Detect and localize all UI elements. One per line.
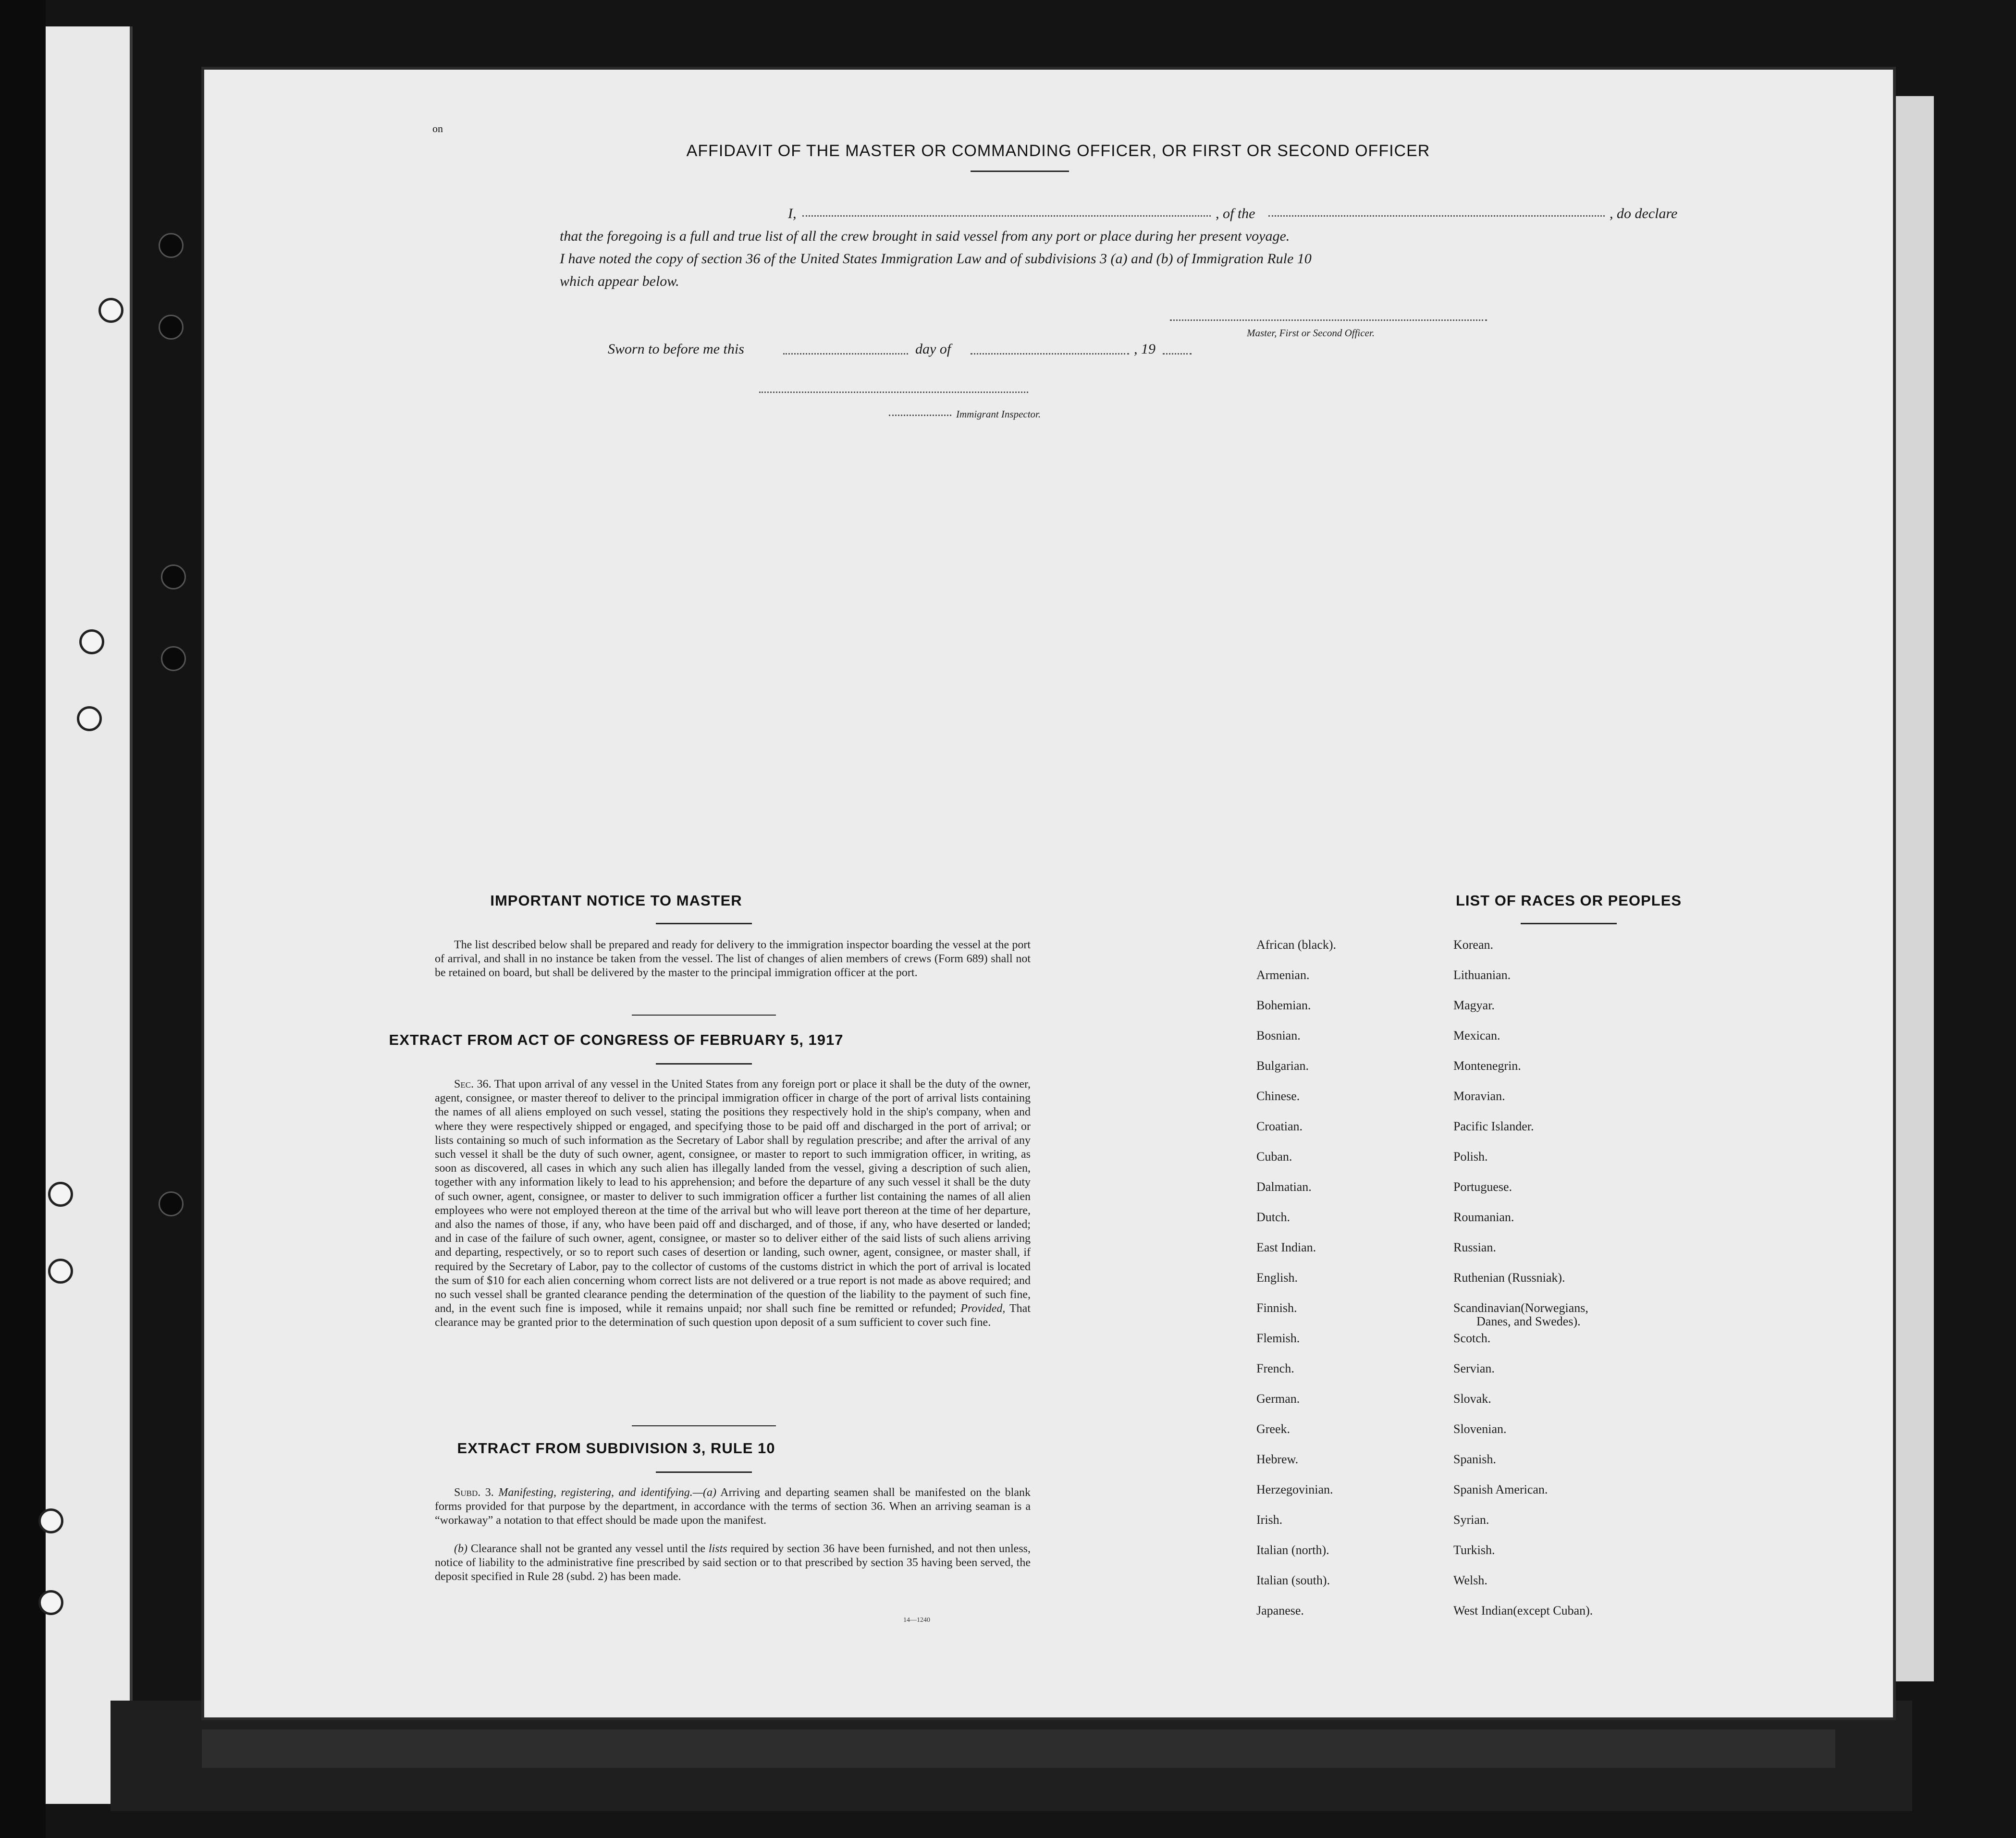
sworn-day-blank[interactable] [783,353,908,355]
rule-extract-text-b [435,1542,1031,1584]
document-page [204,70,1893,1717]
race-item: German. [1256,1392,1300,1406]
race-item: Slovak. [1453,1392,1491,1406]
race-item: Armenian. [1256,968,1310,982]
subd-label: Subd. 3. [454,1486,494,1499]
race-item: Mexican. [1453,1029,1500,1042]
title-rule [971,171,1069,172]
race-item: Spanish. [1453,1452,1496,1466]
sworn-prefix: Sworn to before me this [608,341,744,357]
race-item: Magyar. [1453,998,1495,1012]
race-item: African (black). [1256,938,1337,952]
sworn-year: , 19 [1134,341,1156,357]
punch-hole [48,1182,73,1207]
race-item: Pacific Islander. [1453,1119,1534,1133]
act-extract-end: That clearance may be granted prior to the determination of such question upon deposit of a sum sufficient to cover such fine. [435,1302,1031,1329]
affidavit-line-4: which appear below. [560,273,679,289]
affidavit-declare: , do declare [1610,206,1678,221]
race-item: Scandinavian(Norwegians, [1453,1301,1588,1315]
punch-hole [38,1590,63,1615]
binder-edge-strip [46,26,133,1804]
form-number: 14—1240 [903,1617,930,1624]
act-extract-text [435,1078,1031,1330]
race-item: Herzegovinian. [1256,1483,1333,1496]
race-item: Roumanian. [1453,1210,1514,1224]
affidavit-of-the: , of the [1216,206,1255,221]
underlying-page-bottom [202,1729,1835,1768]
race-item: East Indian. [1256,1240,1316,1254]
act-extract-title: EXTRACT FROM ACT OF CONGRESS OF FEBRUARY 5, 1917 [389,1031,844,1048]
race-item: Slovenian. [1453,1422,1507,1436]
races-right-column [1453,938,1703,1630]
scanner-background-left [0,0,46,1838]
punch-hole [161,646,186,671]
race-item: Lithuanian. [1453,968,1511,982]
punch-hole [159,315,184,340]
notice-divider [632,1015,776,1016]
race-item: Dalmatian. [1256,1180,1312,1194]
race-item: Montenegrin. [1453,1059,1521,1073]
race-item: Polish. [1453,1150,1488,1164]
provided-label: Provided, [960,1302,1006,1315]
punch-hole [161,564,186,589]
rule-text-a: Arriving and departing seamen shall be manifested on the blank forms provided for that purpose by the department, in accordance with the terms of section 36. When an arriving seaman is a “workaway” a notation to that effect should be made upon the manifest. [435,1486,1031,1527]
vessel-blank[interactable] [1268,215,1605,217]
race-item: Moravian. [1453,1089,1505,1103]
punch-hole [77,706,102,731]
lists-word: lists [708,1543,727,1555]
race-item: Irish. [1256,1513,1283,1527]
sworn-month-blank[interactable] [971,353,1129,355]
sworn-day-of: day of [915,341,951,357]
act-extract-rule [656,1063,752,1065]
race-item: Italian (north). [1256,1543,1329,1557]
rule-extract-text-a [435,1486,1031,1528]
notice-rule [656,923,752,924]
race-item: Bosnian. [1256,1029,1301,1042]
race-item: Portuguese. [1453,1180,1512,1194]
inspector-signature-line[interactable] [759,392,1028,393]
punch-hole [159,233,184,258]
affidavit-line-3: I have noted the copy of section 36 of the United States Immigration Law and of subdivisions 3 (a) and (b) of Immigration Rule 10 [560,251,1312,267]
punch-hole [79,629,104,654]
race-item: Greek. [1256,1422,1291,1436]
race-item: Syrian. [1453,1513,1489,1527]
race-item: Spanish American. [1453,1483,1548,1496]
label-b: (b) [454,1543,467,1555]
rule-text-b1: Clearance shall not be granted any vessel until the [470,1543,706,1555]
rule-extract-rule [656,1471,752,1473]
affidavit-title: AFFIDAVIT OF THE MASTER OR COMMANDING OFFICER, OR FIRST OR SECOND OFFICER [686,142,1430,160]
race-item: Ruthenian (Russniak). [1453,1271,1565,1285]
race-item: Hebrew. [1256,1452,1299,1466]
race-item: Scotch. [1453,1331,1491,1345]
race-item: Russian. [1453,1240,1496,1254]
notice-title: IMPORTANT NOTICE TO MASTER [490,892,742,909]
race-item: Flemish. [1256,1331,1300,1345]
race-item: Cuban. [1256,1150,1292,1164]
officer-signature-label: Master, First or Second Officer. [1247,327,1375,339]
notice-text: The list described below shall be prepared and ready for delivery to the immigration inspector boarding the vessel at the port of arrival, and shall in no instance be taken from the vessel. The list of changes of alien members of crews (Form 689) shall not be retained on board, but shall be delivered by the master to the principal immigration officer at the port. [435,939,1031,980]
corner-mark: on [432,123,443,135]
act-divider [632,1425,776,1426]
punch-hole [98,298,123,323]
race-item: Servian. [1453,1361,1495,1375]
race-item: Bohemian. [1256,998,1311,1012]
race-item: French. [1256,1361,1294,1375]
race-item: Italian (south). [1256,1573,1330,1587]
race-item: Dutch. [1256,1210,1291,1224]
rule-extract-title: EXTRACT FROM SUBDIVISION 3, RULE 10 [457,1440,775,1457]
inspector-label: Immigrant Inspector. [956,408,1041,420]
race-item: Korean. [1453,938,1494,952]
races-left-column [1256,938,1449,1630]
race-item: Turkish. [1453,1543,1495,1557]
race-item: English. [1256,1271,1298,1285]
subd-heading: Manifesting, registering, and identifying.—(a) [498,1486,717,1499]
race-item: Danes, and Swedes). [1476,1314,1581,1328]
sworn-year-blank[interactable] [1163,353,1192,355]
race-item: Bulgarian. [1256,1059,1309,1073]
race-item: West Indian(except Cuban). [1453,1604,1593,1617]
officer-signature-line[interactable] [1170,319,1487,321]
underlying-page-edge [1891,96,1934,1681]
race-item: Chinese. [1256,1089,1300,1103]
races-rule [1521,923,1617,924]
affidavit-line-2: that the foregoing is a full and true list of all the crew brought in said vessel from any port or place during her present voyage. [560,228,1290,244]
act-extract-body: That upon arrival of any vessel in the United States from any foreign port or place it shall be the duty of the owner, agent, consignee, or master thereof to deliver to the principal immigration officer in charge of the port of arrival lists containing the names of all aliens employed on such vessel, stating the positions they respectively hold in the ship's company, when and where they were respectively shipped or engaged, and specifying those to be paid off and discharged in the port of arrival; or lists containing so much of such information as the Secretary of Labor shall by regulation prescribe; and after the arrival of any such vessel it shall be the duty of such owner, agent, consignee, or master to report to such immigration officer, in writing, as soon as discovered, all cases in which any such alien has illegally landed from the vessel, giving a description of such alien, together with any information likely to lead to his apprehension; and before the departure of any such vessel it shall be the duty of such owner, agent, consignee, or master to deliver to such immigration officer a further list containing the names of all alien employees who were not employed thereon at the time of the arrival but who will leave port thereon at the time of her departure, and also the names of those, if any, who have been paid off and discharged, and of those, if any, who have deserted or landed; and in case of the failure of such owner, agent, consignee, or master so to deliver either of the said lists of such aliens arriving and departing, respectively, or so to report such cases of desertion or landing, such owner, agent, consignee, or master shall, if required by the Secretary of Labor, pay to the collector of customs of the customs district in which the port of arrival is located the sum of $10 for each alien concerning whom correct lists are not delivered or a true report is not made as above required; and no such vessel shall be granted clearance pending the determination of the question of the liability to the payment of such fine, and, in the event such fine is imposed, while it remains unpaid; nor shall such fine be remitted or refunded; [435,1078,1031,1315]
race-item: Japanese. [1256,1604,1304,1617]
inspector-dots [889,415,951,416]
document-sheet [204,70,1893,1717]
affidavit-i: I, [788,206,797,221]
punch-hole [159,1191,184,1216]
races-title: LIST OF RACES OR PEOPLES [1455,892,1682,909]
rule-text-b2: required by section 36 have been furnished, and not then unless, notice of liability to the administrative fine prescribed by said section or to that prescribed by section 35 having been served, the deposit specified in Rule 28 (subd. 2) has been made. [435,1543,1031,1583]
race-item: Finnish. [1256,1301,1297,1315]
sec-label: Sec. 36. [454,1078,492,1091]
race-item: Welsh. [1453,1573,1487,1587]
race-item: Croatian. [1256,1119,1303,1133]
name-blank[interactable] [802,215,1211,217]
punch-hole [38,1508,63,1533]
punch-hole [48,1259,73,1284]
